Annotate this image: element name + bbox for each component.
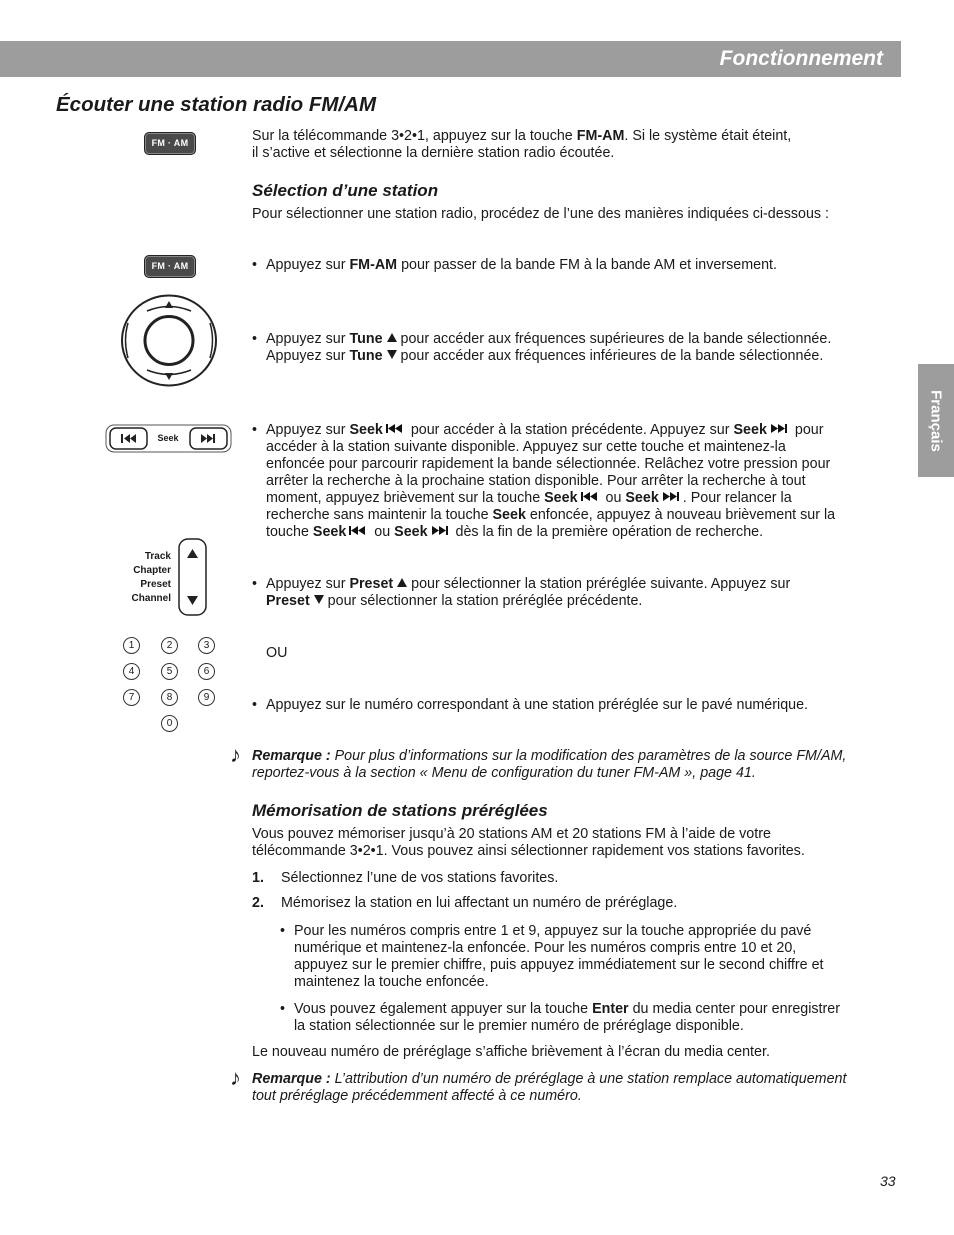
closing-paragraph: Le nouveau numéro de préréglage s’affiche brièvement à l’écran du media center. <box>252 1044 770 1060</box>
channel-label: Channel <box>131 593 171 604</box>
bullet-seek: • Appuyez sur Seek pour accéder à la station précédente. Appuyez sur Seek pour accéder à la station suivante disponible. Appuyez sur cette touche et maintenez-la enfoncée pour parcourir rapidement la bande sélectionnée. Relâchez votre pression pour arrêter la recherche à la prochaine station disponible. Pour arrêter la recherche à tout moment, appuyez brièvement sur la touche Seek ou Seek . Pour relancer la recherche sans maintenir la touche Seek enfoncée, appuyez à nouveau brièvement sur la touche Seek ou Seek dès la fin de la première opération de recherche. <box>252 422 906 541</box>
sub-bullet-numpad: • Pour les numéros compris entre 1 et 9, appuyez sur la touche appropriée du pavé numérique et maintenez-la enfoncée. Pour les numéros compris entre 10 et 20, appuyez sur le premier chiffre, puis appuyez immédiatement sur le second chiffre et maintenez la touche enfoncée. <box>280 923 894 991</box>
page-title: Écouter une station radio FM/AM <box>56 93 377 116</box>
step-1: 1. <box>252 870 264 886</box>
seek-previous-icon <box>348 526 368 535</box>
up-arrow-icon <box>387 333 397 342</box>
preset-label: Preset <box>140 579 171 590</box>
track-chapter-preset-labels <box>120 550 171 606</box>
down-arrow-icon <box>387 350 397 359</box>
step-2: 2. <box>252 895 264 911</box>
memorisation-heading: Mémorisation de stations préréglées <box>252 801 548 820</box>
seek-next-icon <box>769 424 789 433</box>
bullet-fm-am: • Appuyez sur FM-AM pour passer de la bande FM à la bande AM et inversement. <box>252 257 906 274</box>
numpad-key-8: 8 <box>161 689 178 706</box>
numpad-key-5: 5 <box>161 663 178 680</box>
section-title: Fonctionnement <box>719 47 883 70</box>
numpad-key-4: 4 <box>123 663 140 680</box>
seek-label: Seek <box>157 433 179 443</box>
intro-paragraph: Sur la télécommande 3•2•1, appuyez sur la touche FM-AM. Si le système était éteint, il s’active et sélectionne la dernière station radio écoutée. <box>252 128 792 161</box>
seek-previous-icon <box>385 424 405 433</box>
memorisation-intro: Vous pouvez mémoriser jusqu’à 20 stations AM et 20 stations FM à l’aide de votre télécommande 3•2•1. Vous pouvez ainsi sélectionner rapidement vos stations favorites. <box>252 826 805 859</box>
selection-intro: Pour sélectionner une station radio, procédez de l’une des manières indiquées ci-dessous : <box>252 206 829 222</box>
bullet-tune: • Appuyez sur Tune pour accéder aux fréquences supérieures de la bande sélectionnée. Appuyez sur Tune pour accéder aux fréquences inférieures de la bande sélectionnée. <box>252 331 906 365</box>
page-number: 33 <box>880 1173 896 1189</box>
language-tab <box>918 364 954 477</box>
seek-next-icon <box>661 492 681 501</box>
tune-dial-icon <box>119 293 219 388</box>
numpad-key-3: 3 <box>198 637 215 654</box>
header-bar <box>0 41 901 77</box>
remark-1: Remarque : Pour plus d’informations sur la modification des paramètres de la source FM/AM, reportez-vous à la section « Menu de configuration du tuner FM-AM », page 41. <box>252 748 847 781</box>
music-note-icon: ♪ <box>230 1065 241 1090</box>
numpad-key-0: 0 <box>161 715 178 732</box>
fm-am-button-icon: FM · AM <box>144 255 196 278</box>
step-2-text: Mémorisez la station en lui affectant un numéro de préréglage. <box>281 895 678 911</box>
numpad-key-9: 9 <box>198 689 215 706</box>
sub-bullet-enter: • Vous pouvez également appuyer sur la touche Enter du media center pour enregistrer la station sélectionnée sur le premier numéro de préréglage disponible. <box>280 1001 894 1035</box>
seek-next-icon <box>430 526 450 535</box>
numpad-key-2: 2 <box>161 637 178 654</box>
fm-am-button-icon: FM · AM <box>144 132 196 155</box>
down-arrow-icon <box>314 595 324 604</box>
numpad-key-1: 1 <box>123 637 140 654</box>
selection-heading: Sélection d’une station <box>252 181 439 200</box>
or-separator: OU <box>266 645 288 661</box>
bullet-numpad: • Appuyez sur le numéro correspondant à une station préréglée sur le pavé numérique. <box>252 697 906 714</box>
track-label: Track <box>144 551 171 562</box>
step-1-text: Sélectionnez l’une de vos stations favorites. <box>281 870 559 886</box>
numpad-key-6: 6 <box>198 663 215 680</box>
preset-rocker-icon <box>177 537 208 617</box>
language-tab-label: Français <box>927 389 945 452</box>
numpad-key-7: 7 <box>123 689 140 706</box>
chapter-label: Chapter <box>133 565 171 576</box>
remark-2: Remarque : L’attribution d’un numéro de préréglage à une station remplace automatiquement tout préréglage précédemment affecté à ce numéro. <box>252 1071 847 1104</box>
bullet-preset: • Appuyez sur Preset pour sélectionner la station préréglée suivante. Appuyez sur Preset pour sélectionner la station préréglée précédente. <box>252 576 906 610</box>
seek-previous-icon <box>580 492 600 501</box>
up-arrow-icon <box>397 578 407 587</box>
music-note-icon: ♪ <box>230 742 241 767</box>
